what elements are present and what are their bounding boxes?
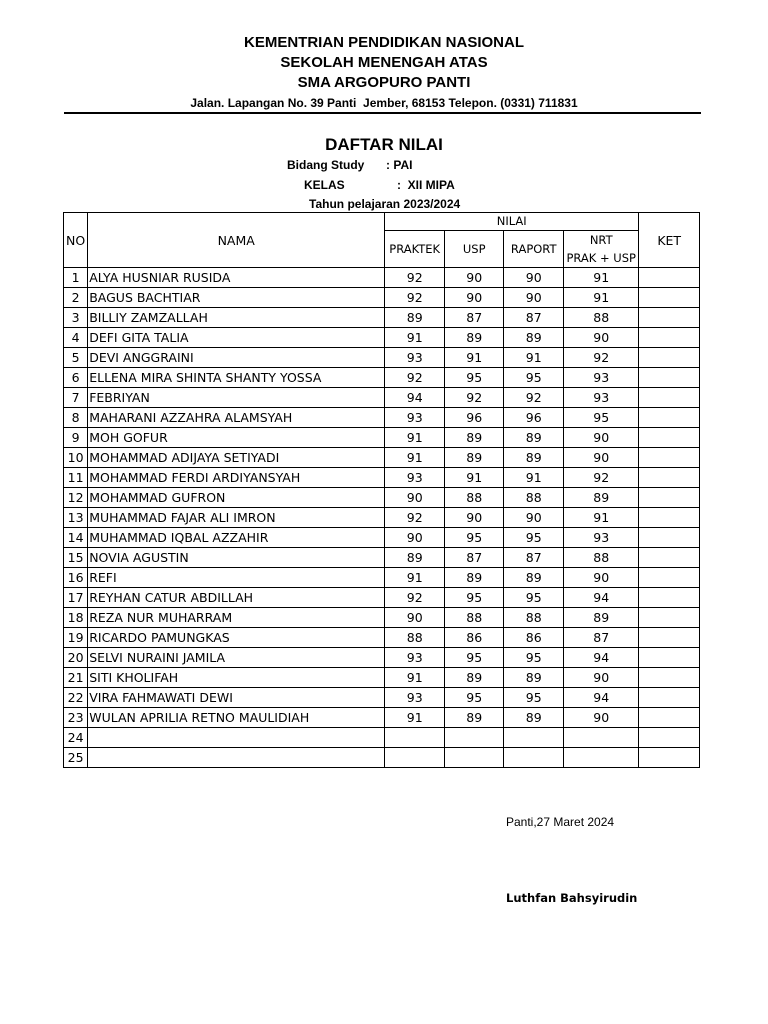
cell-raport: 88 <box>504 488 564 508</box>
cell-praktek: 93 <box>385 688 445 708</box>
cell-praktek: 91 <box>385 448 445 468</box>
cell-name <box>88 748 385 768</box>
cell-ket <box>639 568 700 588</box>
cell-nrt: 90 <box>564 328 639 348</box>
cell-ket <box>639 428 700 448</box>
cell-usp: 86 <box>445 628 504 648</box>
cell-raport: 89 <box>504 428 564 448</box>
school-address: Jalan. Lapangan No. 39 Panti Jember, 68153 Telepon. (0331) 711831 <box>190 96 578 110</box>
cell-raport <box>504 728 564 748</box>
cell-name: REYHAN CATUR ABDILLAH <box>88 588 385 608</box>
table-row <box>64 288 700 308</box>
signatory-name: Luthfan Bahsyirudin <box>506 891 638 905</box>
cell-praktek: 93 <box>385 408 445 428</box>
cell-no: 24 <box>64 728 88 748</box>
cell-raport: 90 <box>504 268 564 288</box>
cell-ket <box>639 708 700 728</box>
cell-raport: 89 <box>504 328 564 348</box>
header-nilai: NILAI <box>385 213 639 231</box>
cell-no: 25 <box>64 748 88 768</box>
cell-nrt: 89 <box>564 608 639 628</box>
cell-name: MUHAMMAD FAJAR ALI IMRON <box>88 508 385 528</box>
cell-praktek: 89 <box>385 548 445 568</box>
cell-raport: 95 <box>504 368 564 388</box>
cell-praktek: 91 <box>385 328 445 348</box>
cell-usp: 92 <box>445 388 504 408</box>
cell-no: 9 <box>64 428 88 448</box>
class-label: KELAS <box>304 178 345 192</box>
grades-table-body <box>64 268 700 768</box>
header-praktek: PRAKTEK <box>385 231 445 268</box>
cell-usp: 95 <box>445 648 504 668</box>
cell-no: 23 <box>64 708 88 728</box>
cell-praktek: 91 <box>385 428 445 448</box>
place-date: Panti,27 Maret 2024 <box>506 815 615 829</box>
cell-no: 2 <box>64 288 88 308</box>
table-row <box>64 728 700 748</box>
header-raport: RAPORT <box>504 231 564 268</box>
header-divider <box>64 112 701 114</box>
cell-nrt: 90 <box>564 708 639 728</box>
cell-usp: 88 <box>445 608 504 628</box>
cell-nrt: 89 <box>564 488 639 508</box>
header-ket: KET <box>639 213 700 268</box>
table-row <box>64 448 700 468</box>
cell-name: DEFI GITA TALIA <box>88 328 385 348</box>
cell-raport: 91 <box>504 468 564 488</box>
cell-usp: 89 <box>445 708 504 728</box>
cell-usp: 95 <box>445 588 504 608</box>
cell-nrt: 94 <box>564 588 639 608</box>
cell-name: REFI <box>88 568 385 588</box>
cell-praktek: 92 <box>385 288 445 308</box>
table-row <box>64 348 700 368</box>
cell-usp: 91 <box>445 348 504 368</box>
cell-name: BILLIY ZAMZALLAH <box>88 308 385 328</box>
document-title: DAFTAR NILAI <box>325 135 443 154</box>
cell-praktek: 92 <box>385 368 445 388</box>
cell-name: SITI KHOLIFAH <box>88 668 385 688</box>
cell-ket <box>639 548 700 568</box>
cell-praktek: 93 <box>385 348 445 368</box>
table-row <box>64 308 700 328</box>
cell-no: 21 <box>64 668 88 688</box>
table-row <box>64 388 700 408</box>
cell-ket <box>639 608 700 628</box>
cell-praktek: 88 <box>385 628 445 648</box>
cell-name: MAHARANI AZZAHRA ALAMSYAH <box>88 408 385 428</box>
cell-raport: 88 <box>504 608 564 628</box>
cell-raport <box>504 748 564 768</box>
cell-nrt: 93 <box>564 388 639 408</box>
cell-name: ALYA HUSNIAR RUSIDA <box>88 268 385 288</box>
cell-nrt: 87 <box>564 628 639 648</box>
cell-raport: 89 <box>504 568 564 588</box>
cell-usp: 87 <box>445 308 504 328</box>
cell-name: VIRA FAHMAWATI DEWI <box>88 688 385 708</box>
table-row <box>64 268 700 288</box>
table-row <box>64 648 700 668</box>
cell-ket <box>639 748 700 768</box>
table-row <box>64 568 700 588</box>
cell-no: 15 <box>64 548 88 568</box>
table-row <box>64 528 700 548</box>
table-row <box>64 488 700 508</box>
cell-usp: 96 <box>445 408 504 428</box>
cell-praktek: 92 <box>385 268 445 288</box>
cell-raport: 96 <box>504 408 564 428</box>
cell-no: 8 <box>64 408 88 428</box>
cell-nrt: 91 <box>564 508 639 528</box>
cell-raport: 91 <box>504 348 564 368</box>
table-row <box>64 368 700 388</box>
cell-nrt: 94 <box>564 688 639 708</box>
cell-usp: 89 <box>445 428 504 448</box>
school-year: Tahun pelajaran 2023/2024 <box>309 197 461 211</box>
cell-raport: 86 <box>504 628 564 648</box>
cell-nrt: 93 <box>564 528 639 548</box>
cell-nrt: 88 <box>564 308 639 328</box>
cell-ket <box>639 488 700 508</box>
cell-nrt: 92 <box>564 468 639 488</box>
cell-ket <box>639 668 700 688</box>
cell-usp: 95 <box>445 688 504 708</box>
cell-praktek: 90 <box>385 488 445 508</box>
cell-ket <box>639 648 700 668</box>
cell-praktek: 92 <box>385 588 445 608</box>
cell-ket <box>639 728 700 748</box>
cell-name: FEBRIYAN <box>88 388 385 408</box>
cell-name: REZA NUR MUHARRAM <box>88 608 385 628</box>
cell-no: 22 <box>64 688 88 708</box>
header-no: NO <box>64 213 88 268</box>
cell-no: 4 <box>64 328 88 348</box>
table-row <box>64 468 700 488</box>
cell-ket <box>639 688 700 708</box>
cell-nrt: 88 <box>564 548 639 568</box>
cell-raport: 89 <box>504 708 564 728</box>
table-row <box>64 708 700 728</box>
header-nrt-sub: PRAK + USP <box>564 249 639 268</box>
table-row <box>64 628 700 648</box>
cell-no: 6 <box>64 368 88 388</box>
cell-name: MUHAMMAD IQBAL AZZAHIR <box>88 528 385 548</box>
table-row <box>64 548 700 568</box>
ministry-heading: KEMENTRIAN PENDIDIKAN NASIONAL <box>243 34 524 51</box>
cell-ket <box>639 528 700 548</box>
cell-ket <box>639 288 700 308</box>
cell-no: 5 <box>64 348 88 368</box>
cell-praktek: 89 <box>385 308 445 328</box>
cell-no: 18 <box>64 608 88 628</box>
cell-ket <box>639 588 700 608</box>
cell-raport: 89 <box>504 668 564 688</box>
cell-ket <box>639 468 700 488</box>
cell-praktek: 93 <box>385 468 445 488</box>
subject-label: Bidang Study <box>287 158 365 172</box>
cell-no: 19 <box>64 628 88 648</box>
cell-ket <box>639 388 700 408</box>
cell-praktek: 94 <box>385 388 445 408</box>
class-value: : XII MIPA <box>397 178 455 192</box>
cell-ket <box>639 448 700 468</box>
cell-usp: 89 <box>445 328 504 348</box>
cell-nrt: 90 <box>564 448 639 468</box>
cell-no: 3 <box>64 308 88 328</box>
grades-table <box>63 212 700 768</box>
cell-praktek <box>385 748 445 768</box>
cell-no: 13 <box>64 508 88 528</box>
cell-raport: 95 <box>504 648 564 668</box>
cell-no: 11 <box>64 468 88 488</box>
cell-nrt: 92 <box>564 348 639 368</box>
table-row <box>64 428 700 448</box>
cell-praktek: 90 <box>385 528 445 548</box>
header-nrt: NRT <box>564 231 639 250</box>
table-row <box>64 588 700 608</box>
cell-ket <box>639 628 700 648</box>
table-row <box>64 608 700 628</box>
cell-praktek: 92 <box>385 508 445 528</box>
cell-usp: 89 <box>445 668 504 688</box>
cell-praktek: 91 <box>385 668 445 688</box>
cell-ket <box>639 268 700 288</box>
cell-name <box>88 728 385 748</box>
table-row <box>64 688 700 708</box>
cell-usp: 90 <box>445 288 504 308</box>
cell-name: RICARDO PAMUNGKAS <box>88 628 385 648</box>
cell-nrt: 94 <box>564 648 639 668</box>
cell-usp <box>445 728 504 748</box>
header-usp: USP <box>445 231 504 268</box>
cell-name: ELLENA MIRA SHINTA SHANTY YOSSA <box>88 368 385 388</box>
cell-usp: 89 <box>445 568 504 588</box>
cell-usp: 95 <box>445 368 504 388</box>
cell-ket <box>639 508 700 528</box>
table-row <box>64 408 700 428</box>
cell-praktek <box>385 728 445 748</box>
cell-raport: 90 <box>504 508 564 528</box>
cell-raport: 95 <box>504 688 564 708</box>
cell-nrt: 93 <box>564 368 639 388</box>
cell-raport: 90 <box>504 288 564 308</box>
school-level-heading: SEKOLAH MENENGAH ATAS <box>280 54 488 71</box>
cell-nrt: 95 <box>564 408 639 428</box>
cell-ket <box>639 328 700 348</box>
cell-nrt <box>564 748 639 768</box>
cell-raport: 95 <box>504 588 564 608</box>
cell-name: MOHAMMAD GUFRON <box>88 488 385 508</box>
table-header-row <box>64 213 700 231</box>
cell-no: 10 <box>64 448 88 468</box>
table-row <box>64 748 700 768</box>
cell-usp: 90 <box>445 508 504 528</box>
cell-name: NOVIA AGUSTIN <box>88 548 385 568</box>
cell-ket <box>639 368 700 388</box>
cell-praktek: 93 <box>385 648 445 668</box>
cell-usp: 91 <box>445 468 504 488</box>
cell-no: 12 <box>64 488 88 508</box>
cell-ket <box>639 348 700 368</box>
cell-usp: 95 <box>445 528 504 548</box>
cell-praktek: 90 <box>385 608 445 628</box>
cell-ket <box>639 408 700 428</box>
cell-praktek: 91 <box>385 568 445 588</box>
cell-no: 7 <box>64 388 88 408</box>
cell-nrt <box>564 728 639 748</box>
cell-usp: 88 <box>445 488 504 508</box>
cell-nrt: 90 <box>564 668 639 688</box>
cell-raport: 89 <box>504 448 564 468</box>
table-row <box>64 508 700 528</box>
cell-raport: 92 <box>504 388 564 408</box>
cell-no: 20 <box>64 648 88 668</box>
cell-no: 17 <box>64 588 88 608</box>
subject-value: : PAI <box>386 158 413 172</box>
cell-usp: 89 <box>445 448 504 468</box>
cell-usp: 90 <box>445 268 504 288</box>
header-name: NAMA <box>88 213 385 268</box>
cell-no: 14 <box>64 528 88 548</box>
cell-no: 1 <box>64 268 88 288</box>
table-row <box>64 668 700 688</box>
cell-name: MOH GOFUR <box>88 428 385 448</box>
cell-praktek: 91 <box>385 708 445 728</box>
cell-name: DEVI ANGGRAINI <box>88 348 385 368</box>
cell-nrt: 90 <box>564 428 639 448</box>
cell-nrt: 91 <box>564 288 639 308</box>
cell-raport: 87 <box>504 548 564 568</box>
cell-raport: 95 <box>504 528 564 548</box>
cell-name: WULAN APRILIA RETNO MAULIDIAH <box>88 708 385 728</box>
cell-raport: 87 <box>504 308 564 328</box>
school-name-heading: SMA ARGOPURO PANTI <box>297 74 471 91</box>
cell-usp <box>445 748 504 768</box>
table-row <box>64 328 700 348</box>
cell-name: BAGUS BACHTIAR <box>88 288 385 308</box>
cell-name: MOHAMMAD FERDI ARDIYANSYAH <box>88 468 385 488</box>
cell-usp: 87 <box>445 548 504 568</box>
cell-no: 16 <box>64 568 88 588</box>
cell-name: SELVI NURAINI JAMILA <box>88 648 385 668</box>
cell-nrt: 90 <box>564 568 639 588</box>
cell-name: MOHAMMAD ADIJAYA SETIYADI <box>88 448 385 468</box>
cell-ket <box>639 308 700 328</box>
cell-nrt: 91 <box>564 268 639 288</box>
